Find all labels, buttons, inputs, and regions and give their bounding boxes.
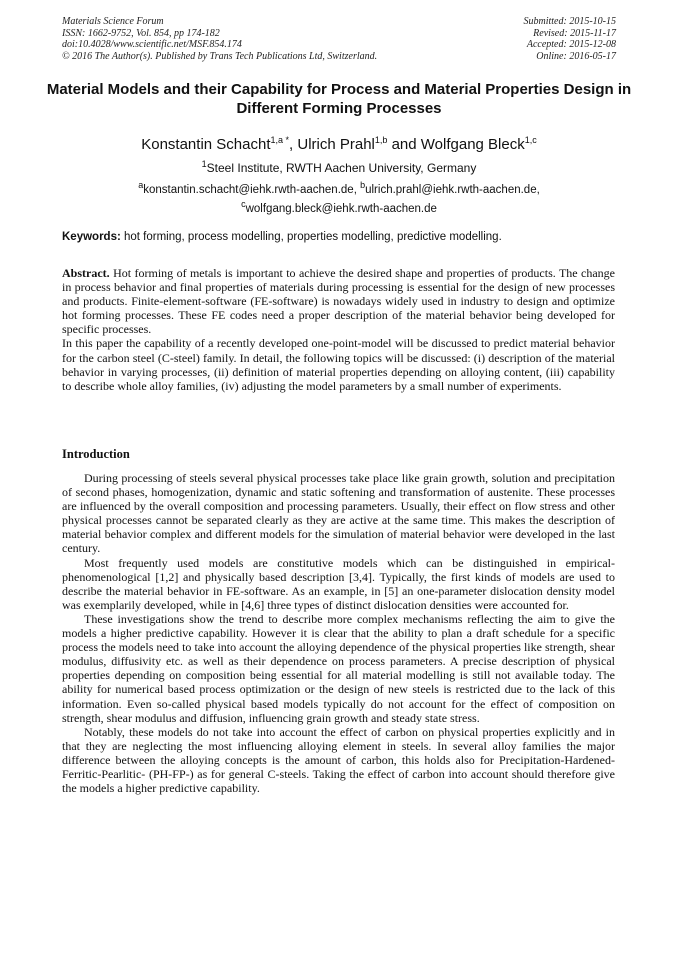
author-emails — [60, 178, 618, 216]
introduction-section — [62, 471, 615, 795]
issn-line: ISSN: 1662-9752, Vol. 854, pp 174-182 — [62, 27, 220, 39]
doi-line: doi:10.4028/www.scientific.net/MSF.854.174 — [62, 39, 242, 50]
online-date: Online: 2016-05-17 — [536, 50, 616, 62]
copyright-line: © 2016 The Author(s). Published by Trans Tech Publications Ltd, Switzerland. — [62, 50, 378, 62]
abstract-paragraph — [62, 266, 615, 336]
body-paragraph: Notably, these models do not take into account the effect of carbon on physical properties explicitly and in that they are neglecting the most influencing alloying element in steels. In several alloy families the major difference between the alloying concepts is the amount of carbon, this holds also for Precipitation-Hardened-Ferritic-Pearlitic- (PH-FP-) as for general C-steels. Taking the effect of carbon into account should therefore give the models a higher predictive capability. — [62, 724, 615, 796]
keywords-label: Keywords: — [62, 231, 121, 243]
author-name: Konstantin Schacht — [141, 136, 271, 153]
email-link[interactable]: wolfgang.bleck@iehk.rwth-aachen.de — [245, 202, 437, 215]
section-heading: Introduction — [62, 447, 130, 461]
journal-info — [62, 16, 442, 62]
keywords — [62, 230, 616, 244]
body-paragraph: These investigations show the trend to describe more complex mechanisms reflecting the aim to give the models a higher predictive capability. However it is clear that the ability to plan a draft schedule for a specific process the models need to take into account the alloying dependence of the physical properties like strength, shear modulus, diffusivity etc. as well as their dependence on process parameters. A precise description of physical properties depending on composition being essential for all material modelling is still not available today. The ability for numerical based process optimization or the design of new steels is restricted due to the lack of this information. Even so-called physical based models typically do not account for the effect of composition on strength, shear modulus and diffusion, influencing grain growth and steady state stress. — [62, 611, 615, 725]
affiliation-text: Steel Institute, RWTH Aachen University, Germany — [206, 161, 477, 175]
author-separator: and — [387, 136, 421, 153]
author-superscript: 1,b — [374, 135, 388, 145]
email-superscript: b — [360, 180, 366, 190]
abstract — [62, 266, 615, 393]
author-name: Wolfgang Bleck — [420, 136, 525, 153]
body-paragraph: During processing of steels several physical processes take place like grain growth, solution and precipitation of second phases, homogenization, dynamic and static softening and transformation of austenite. These processes are influenced by the overall composition and processing parameters. Usually, their effect on flow stress and other physical processes cannot be separated clearly as they are active at the same time. This makes the description of material behavior complex and different models for the simulation of material behavior were developed in the last century. — [62, 471, 615, 556]
abstract-label: Abstract. — [62, 266, 110, 280]
paper-title: Material Models and their Capability for Process and Material Properties Design in Different Forming Processes — [46, 81, 632, 117]
author-list — [20, 130, 658, 155]
author-superscript: 1,a * — [270, 135, 290, 145]
email-superscript: a — [138, 180, 144, 190]
journal-name: Materials Science Forum — [62, 16, 164, 27]
author-separator: , — [289, 136, 298, 153]
revised-date: Revised: 2015-11-17 — [533, 27, 616, 39]
submission-dates — [436, 16, 616, 62]
keywords-text: hot forming, process modelling, properties modelling, predictive modelling. — [124, 231, 502, 243]
email-link[interactable]: konstantin.schacht@iehk.rwth-aachen.de, — [143, 183, 357, 196]
author-superscript: 1,c — [524, 135, 537, 145]
email-superscript: c — [241, 198, 246, 209]
email-link[interactable]: ulrich.prahl@iehk.rwth-aachen.de, — [365, 183, 540, 196]
body-paragraph: Most frequently used models are constitutive models which can be distinguished in empirical-phenomenological [1,2] and physically based description [3,4]. Typically, the first kinds of models are used to describe the material behavior in FE-software. As an example, in [5] an one-parameter dislocation density model was exemplarily developed, while in [4,6] three types of distinct dislocation densities were accounted for. — [62, 555, 615, 612]
affiliation — [20, 157, 658, 176]
abstract-paragraph: In this paper the capability of a recently developed one-point-model will be discussed to predict material behavior for the carbon steel (C-steel) family. In detail, the following topics will be discussed: (i) description of the material behavior in varying processes, (ii) definition of material properties depending on alloying content, (iii) capability to describe whole alloy families, (iv) adjusting the model parameters by a small number of experiments. — [62, 336, 615, 393]
author-name: Ulrich Prahl — [297, 136, 375, 153]
accepted-date: Accepted: 2015-12-08 — [526, 39, 616, 50]
affiliation-superscript: 1 — [201, 159, 207, 169]
submitted-date: Submitted: 2015-10-15 — [523, 16, 616, 27]
abstract-text: Hot forming of metals is important to achieve the desired shape and properties of products. The change in process behavior and final properties of materials during processing is essential for the design of new processes and products. Finite-element-software (FE-software) is nowadays widely used in industry to design and optimize hot forming processes. These FE codes need a proper description of the material behavior being developed for specific processes. — [62, 266, 615, 337]
